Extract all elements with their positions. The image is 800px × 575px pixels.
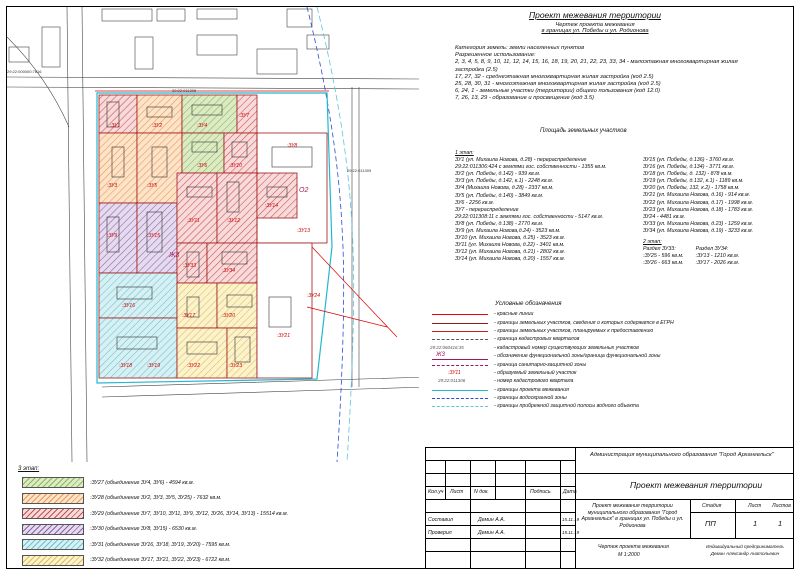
stage1-left-list: [455, 150, 607, 264]
info-line: застройка (2.5): [455, 66, 498, 73]
legend-item: - границы проекта межевания: [430, 386, 710, 394]
svg-text::ЗУ9: :ЗУ9: [107, 233, 118, 239]
info-line: Категория земель: земли населенных пунктов: [455, 45, 585, 51]
list-item: ЗУ11 (ул. Михаила Новова, д.22) - 3401 кв.м.: [455, 242, 565, 249]
zone-label-symbol: Ж3: [430, 352, 490, 360]
drawing-name: Чертеж проекта межевания: [598, 544, 669, 550]
list-item: ЗУ2 (ул. Победы, д.142) - 939 кв.м.: [455, 171, 541, 178]
checked-name: Демин А.А.: [478, 530, 506, 536]
svg-text::ЗУ24: :ЗУ24: [307, 293, 320, 299]
list-item: ЗУ9 (ул. Михаила Новова,д.24) - 3523 кв.м.: [455, 228, 561, 235]
info-line: 6, 24, 1 - земельные участки (территории) общего пользования (код 12.0): [455, 88, 661, 95]
swatch-cyan: [22, 539, 84, 550]
project-title: Проект межевания территории: [630, 480, 763, 490]
swatch-orange: [22, 493, 84, 504]
legend-item: 29:22:011306 - номер кадастрового квартала: [430, 377, 710, 385]
col-header: Лист: [450, 489, 464, 495]
svg-text::ЗУ34: :ЗУ34: [222, 268, 235, 274]
list-item: ЗУ7 - перераспределение: [455, 206, 519, 213]
drawing-scale: М 1:2000: [618, 552, 640, 558]
col-header: Кол.уч: [428, 489, 444, 495]
cyan-dash-line-symbol: [430, 402, 490, 410]
list-item: ЗУ16 (ул. Победы, д.134) - 3771 кв.м.: [643, 164, 735, 171]
stage3-legend: [18, 466, 418, 568]
svg-text::ЗУ20: :ЗУ20: [222, 313, 235, 319]
info-line: 2, 3, 4, 5, 8, 9, 10, 11, 12, 14, 15, 16, 18, 19, 20, 21, 22, 23, 33, 34 - малоэтажная многоквартирная жилая: [455, 59, 738, 66]
svg-text::ЗУ1: :ЗУ1: [110, 123, 121, 129]
swatch-red: [22, 508, 84, 519]
stage3-item: :ЗУ30 (объединение ЗУ8, ЗУ15) - 6530 кв.м.: [18, 522, 418, 538]
info-line: 17, 27, 32 - среднеэтажная многоквартирная жилая застройка (код 2.5): [455, 73, 654, 80]
legend: [430, 300, 710, 411]
svg-text::ЗУ10: :ЗУ10: [229, 163, 242, 169]
stage-header: Стадия: [702, 503, 722, 509]
info-line: 25, 28, 30, 31 - многоэтажная многоквартирная жилая застройка (код 2.5): [455, 81, 661, 88]
col-header: Подпись: [530, 489, 551, 495]
cyan-line-symbol: [430, 386, 490, 394]
stage3-item: :ЗУ31 (объединение ЗУ16, ЗУ18, ЗУ19, ЗУ20) - 7595 кв.м.: [18, 537, 418, 553]
list-item: ЗУ19 (ул. Победы, д.132, к.1) - 1189 кв.м.: [643, 178, 744, 185]
list-item: ЗУ33 (ул. Михаила Новова, д.23) - 1259 кв.м.: [643, 220, 754, 227]
svg-text::ЗУ4: :ЗУ4: [197, 123, 208, 129]
list-item: 1 этап:: [455, 150, 474, 156]
svg-text::ЗУ8: :ЗУ8: [287, 143, 298, 149]
parcel-label-symbol: :ЗУ11: [448, 369, 461, 376]
list-item: ЗУ10 (ул. Михаила Новова, д.25) - 3523 кв.м.: [455, 235, 566, 242]
info-line: 7, 26, 13, 29 - образование и просвещение (код 3.5): [455, 95, 595, 102]
svg-text:29:22:011309: 29:22:011309: [347, 168, 372, 173]
stage2-col2-title: Раздел ЗУ34:: [695, 246, 729, 253]
svg-text::ЗУ2: :ЗУ2: [152, 123, 163, 129]
quarter-number-symbol: 29:22:011306: [438, 378, 466, 384]
organization: Индивидуальный предприниматель Демин Александр Анатольевич: [706, 544, 784, 556]
col-header: Дата: [563, 489, 577, 495]
legend-item: - границы земельных участков, планируемых к предоставлению: [430, 327, 710, 335]
svg-text::ЗУ14: :ЗУ14: [265, 203, 278, 209]
compiled-label: Составил: [428, 517, 453, 523]
stage3-item: :ЗУ28 (объединение ЗУ2, ЗУ3, ЗУ5, ЗУ25) - 7632 кв.м.: [18, 491, 418, 507]
cadastral-line-symbol: [430, 335, 490, 343]
info-line: Разрешенное использование:: [455, 52, 536, 59]
list-item: ЗУ4 (Михаила Новова, д.28) - 2337 кв.м.: [455, 185, 554, 192]
legend-item: :ЗУ11 - образуемый земельный участок: [430, 369, 710, 377]
sheet-value: 1: [753, 519, 758, 528]
swatch-purple: [22, 524, 84, 535]
cadastral-map: [7, 7, 419, 462]
blue-dash-line-symbol: [430, 394, 490, 402]
list-item: :ЗУ26 - 663 кв.м.: [643, 260, 684, 267]
svg-text::ЗУ33: :ЗУ33: [183, 263, 196, 269]
sheet-subtitle-location: в границах ул. Победы и ул. Родионова: [541, 28, 649, 34]
svg-text::ЗУ21: :ЗУ21: [277, 333, 290, 339]
col-header: N док.: [474, 489, 489, 495]
list-item: :ЗУ17 - 2026 кв.м.: [695, 260, 740, 267]
list-item: ЗУ12 (ул. Михаила Новова, д.21) - 2802 кв.м.: [455, 249, 566, 256]
legend-item: - границы земельных участков, сведения о которых содержатся в ЕГРН: [430, 318, 710, 326]
stage3-item: :ЗУ32 (объединение ЗУ17, ЗУ21, ЗУ22, ЗУ23) - 6722 кв.м.: [18, 553, 418, 569]
list-item: ЗУ15 (ул. Победы, д.136) - 3760 кв.м.: [643, 157, 735, 163]
stage-value: ПП: [705, 519, 716, 528]
areas-title: Площадь земельных участков: [540, 128, 627, 134]
sheet-subtitle: Чертеж проекта межевания: [555, 22, 635, 28]
svg-text::ЗУ5: :ЗУ5: [147, 183, 158, 189]
legend-item: - красные линии: [430, 310, 710, 318]
stage2-col1-title: Раздел ЗУ33:: [643, 246, 676, 253]
list-item: ЗУ18 (ул. Победы, д. 132) - 878 кв.м.: [643, 171, 733, 178]
list-item: ЗУ34 (ул. Михаила Новова, д.19) - 3233 кв.м.: [643, 227, 754, 234]
checked-date: 15.11.19: [562, 530, 580, 535]
red-line-symbol: [430, 310, 490, 318]
list-item: ЗУ14 (ул. Михаила Новова, д.20) - 1557 кв.м.: [455, 256, 566, 263]
swatch-yellow: [22, 555, 84, 566]
list-item: ЗУ22 (ул. Михаила Новова, д.17) - 1998 кв.м.: [643, 199, 754, 206]
svg-text::ЗУ22: :ЗУ22: [187, 363, 200, 369]
svg-text::ЗУ23: :ЗУ23: [229, 363, 242, 369]
svg-text::ЗУ16: :ЗУ16: [122, 303, 135, 309]
svg-text::ЗУ15: :ЗУ15: [147, 233, 160, 239]
legend-title: Условные обозначения: [495, 300, 562, 307]
list-item: ЗУ5 (ул. Победы, д.140) - 3849 кв.м.: [455, 192, 544, 199]
sheet-title: Проект межевания территории: [528, 10, 662, 20]
legend-item: - границы водоохранной зоны: [430, 394, 710, 402]
list-item: ЗУ3 (ул. Победы, д.142, к.1) - 2248 кв.м.: [455, 178, 554, 185]
list-item: ЗУ21 (ул. Михаила Новова, д.16) - 914 кв.м.: [643, 192, 751, 199]
stage2-title: 2 этап:: [643, 239, 662, 245]
list-item: :ЗУ13 - 1210 кв.м.: [695, 253, 740, 260]
list-item: ЗУ8 (ул. Победы, д.138) - 2770 кв.м.: [455, 220, 544, 227]
admin-name: Администрация муниципального образования "Город Архангельск": [590, 452, 774, 458]
list-item: ЗУ6 - 2256 кв.м.: [455, 199, 495, 206]
red-thin-line-symbol: [430, 327, 490, 335]
svg-text::ЗУ18: :ЗУ18: [119, 363, 132, 369]
compiled-date: 15.11.19: [562, 517, 580, 522]
legend-item: - граница санитарно-защитной зоны: [430, 360, 710, 368]
legend-item: - граница кадастровых кварталов: [430, 335, 710, 343]
svg-text:29:22:011306: 29:22:011306: [172, 88, 197, 93]
compiled-name: Демин А.А.: [478, 517, 506, 523]
list-item: 29:22:011306:424 с землями гос. собственности - 1355 кв.м.: [455, 164, 607, 171]
land-use-info: [455, 45, 775, 103]
list-item: ЗУ1 (ул. Михаила Новова, д.28) - перераспределение: [455, 157, 587, 164]
svg-text::ЗУ13: :ЗУ13: [297, 228, 310, 234]
sheets-value: 1: [778, 519, 783, 528]
svg-text:О2: О2: [299, 187, 309, 194]
legend-item: - границы прибрежной защитной полосы водного объекта: [430, 402, 710, 410]
list-item: ЗУ23 (ул. Михаила Новова, д.18) - 1783 кв.м.: [643, 206, 754, 213]
checked-label: Проверил: [428, 530, 452, 536]
maroon-line-symbol: [430, 319, 490, 327]
stage2-block: [643, 239, 739, 267]
project-description: Проект межевания территории муниципального образования "Город Архангельск" в границах ул. Победы и ул. Родионова: [581, 503, 684, 529]
sheet-header: [420, 10, 770, 34]
legend-item: Ж3 - обозначение функциональной зоны/граница функциональной зоны: [430, 352, 710, 360]
list-item: 29:22:011308:11 с землями гос. собственности - 5147 кв.м.: [455, 213, 604, 220]
stage3-item: :ЗУ29 (объединение ЗУ7, ЗУ10, ЗУ11, ЗУ9, ЗУ12, ЗУ26, ЗУ14, ЗУ13) - 15514 кв.м.: [18, 506, 418, 522]
stage3-title: 3 этап:: [18, 466, 40, 472]
svg-text::ЗУ12: :ЗУ12: [227, 218, 240, 224]
svg-text::ЗУ6: :ЗУ6: [197, 163, 208, 169]
list-item: :ЗУ25 - 596 кв.м.: [643, 253, 684, 260]
svg-text::ЗУ19: :ЗУ19: [147, 363, 160, 369]
svg-text::ЗУ7: :ЗУ7: [239, 113, 250, 119]
svg-text::ЗУ3: :ЗУ3: [107, 183, 118, 189]
stage1-right-list: [643, 157, 753, 235]
legend-item: 29:22:060416:35 - кадастровый номер существующих земельных участков: [430, 344, 639, 351]
sheets-header: Листов: [772, 503, 791, 509]
svg-text::ЗУ11: :ЗУ11: [187, 218, 200, 224]
svg-text::ЗУ17: :ЗУ17: [182, 313, 195, 319]
list-item: ЗУ24 - 4481 кв.м.: [643, 213, 686, 220]
list-item: ЗУ20 (ул. Победы, 132, к.2) - 1758 кв.м.: [643, 185, 740, 192]
svg-text:Ж3: Ж3: [169, 252, 180, 259]
stage3-item: :ЗУ27 (объединение ЗУ4, ЗУ6) - 4594 кв.м.: [18, 475, 418, 491]
sheet-header-cell: Лист: [748, 503, 762, 509]
svg-text:29:22:000000:7816: 29:22:000000:7816: [7, 69, 42, 74]
swatch-green: [22, 477, 84, 488]
sanitary-line-symbol: [430, 361, 490, 369]
cadastral-number-symbol: 29:22:060416:35: [430, 344, 464, 350]
